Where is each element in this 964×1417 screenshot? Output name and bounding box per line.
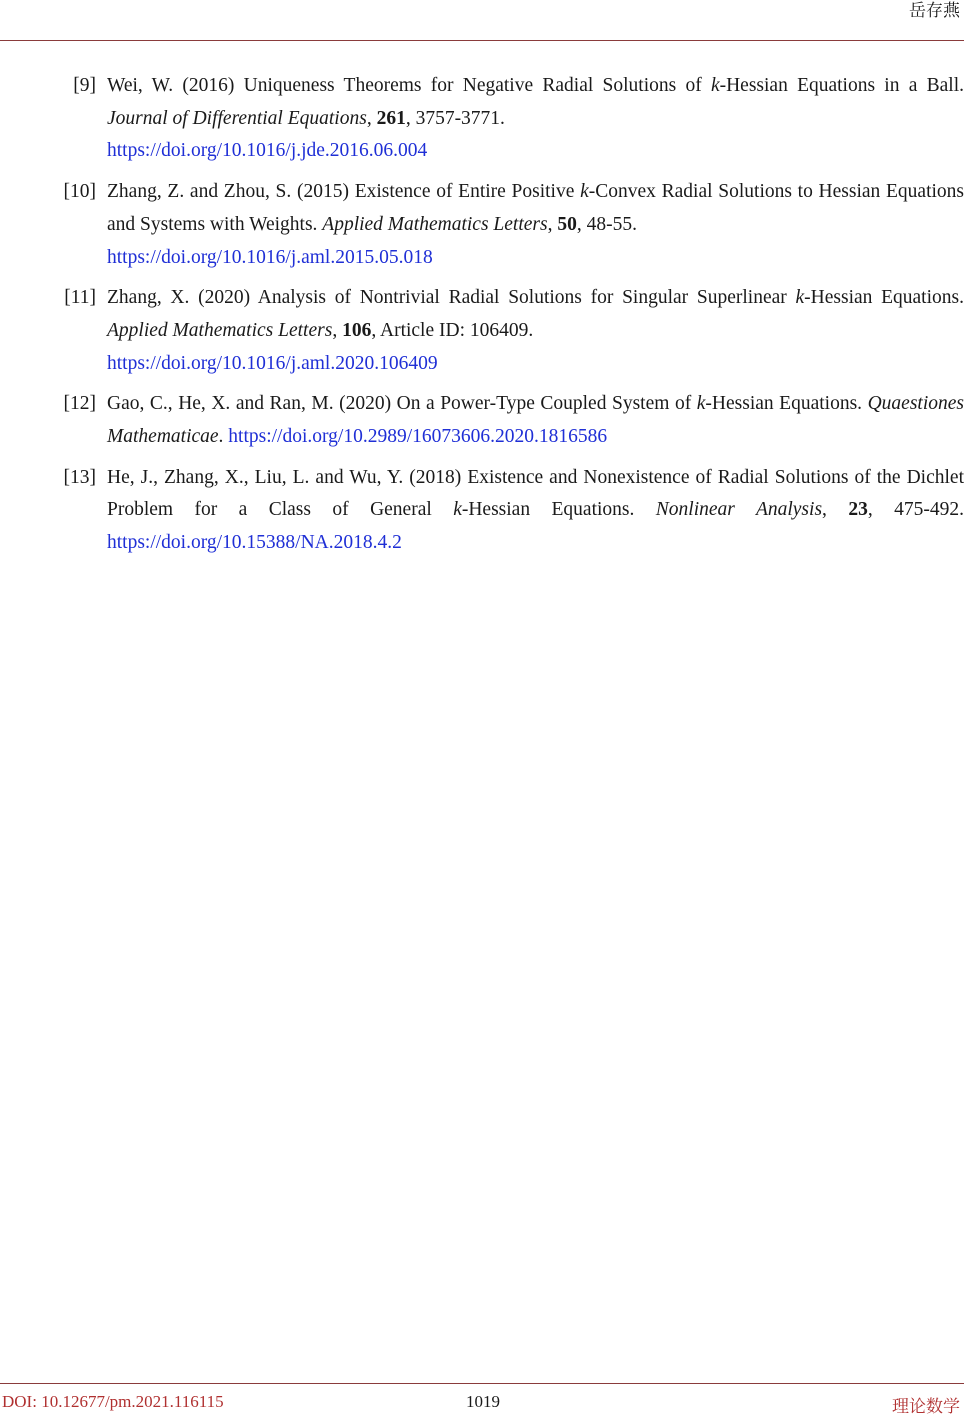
reference-title-rest: -Convex Radial Solutions to Hessian Equations and Systems with Weights. (107, 181, 964, 235)
reference-number: [9] (73, 75, 96, 96)
pages: , 3757-3771. (405, 107, 505, 129)
math-k: k (580, 181, 589, 203)
volume: 23 (848, 499, 868, 521)
pages: , Article ID: 106409. (371, 319, 534, 341)
doi-link[interactable]: https://doi.org/10.15388/NA.2018.4.2 (107, 532, 402, 554)
reference-number: [11] (64, 287, 96, 309)
pages: , 48-55. (576, 213, 637, 235)
reference-number: [10] (63, 181, 96, 203)
separator: , (547, 213, 558, 235)
reference-title-rest: -Hessian Equations. (804, 287, 964, 309)
doi-link[interactable]: https://doi.org/10.2989/16073606.2020.1816586 (228, 426, 608, 448)
reference-item (0, 282, 964, 380)
volume: 50 (557, 213, 577, 235)
pages: , 475-492. (867, 499, 964, 521)
reference-text (107, 176, 964, 274)
footer-doi: DOI: 10.12677/pm.2021.116115 (2, 1392, 224, 1411)
reference-authors-title: Zhang, Z. and Zhou, S. (2015) Existence of Entire Positive (107, 181, 581, 203)
reference-item (0, 462, 964, 560)
math-k: k (696, 393, 706, 415)
math-k: k (710, 75, 720, 96)
reference-item (0, 176, 964, 274)
reference-number: [13] (63, 466, 96, 488)
separator: , (366, 107, 377, 129)
page-number: 1019 (466, 1392, 500, 1411)
reference-title-rest: -Hessian Equations in a Ball. (719, 75, 964, 96)
reference-number: [12] (63, 393, 96, 415)
reference-text (107, 70, 964, 168)
separator: , (822, 499, 849, 521)
footer-journal-name: 理论数学 (892, 1397, 960, 1417)
doi-link[interactable]: https://doi.org/10.1016/j.jde.2016.06.004 (107, 140, 428, 162)
math-k: k (453, 499, 462, 521)
volume: 106 (342, 319, 372, 341)
reference-title-rest: -Hessian Equations. (705, 393, 868, 415)
journal-name: Applied Mathematics Letters (107, 319, 333, 341)
journal-name: Nonlinear Analysis (655, 499, 823, 521)
footer-rule (0, 1383, 964, 1384)
reference-text (107, 462, 964, 560)
journal-name: Journal of Differential Equations (107, 107, 367, 129)
doi-link[interactable]: https://doi.org/10.1016/j.aml.2020.106409 (107, 352, 438, 374)
reference-item (0, 70, 964, 168)
doi-link[interactable]: https://doi.org/10.1016/j.aml.2015.05.018 (107, 246, 433, 268)
reference-authors-title: He, J., Zhang, X., Liu, L. and Wu, Y. (2018) Existence and Nonexistence of Radial Solutions of the Dichlet Problem for a Class of General (107, 466, 964, 521)
volume: 261 (376, 107, 406, 129)
reference-authors-title: Wei, W. (2016) Uniqueness Theorems for Negative Radial Solutions of (107, 75, 711, 96)
header-rule (0, 40, 964, 41)
reference-authors-title: Zhang, X. (2020) Analysis of Nontrivial Radial Solutions for Singular Superlinear (107, 287, 796, 309)
math-k: k (795, 287, 805, 309)
reference-title-rest: -Hessian Equations. (461, 499, 656, 521)
journal-name: Applied Mathematics Letters (322, 213, 548, 235)
journal-name: Quaestiones Mathematicae (107, 393, 964, 448)
reference-item (0, 388, 964, 453)
separator: , (332, 319, 343, 341)
reference-list (0, 70, 964, 568)
reference-text (107, 388, 964, 453)
reference-authors-title: Gao, C., He, X. and Ran, M. (2020) On a Power-Type Coupled System of (107, 393, 697, 415)
header-author: 岳存燕 (909, 1, 960, 21)
reference-text (107, 282, 964, 380)
separator: . (218, 426, 229, 448)
